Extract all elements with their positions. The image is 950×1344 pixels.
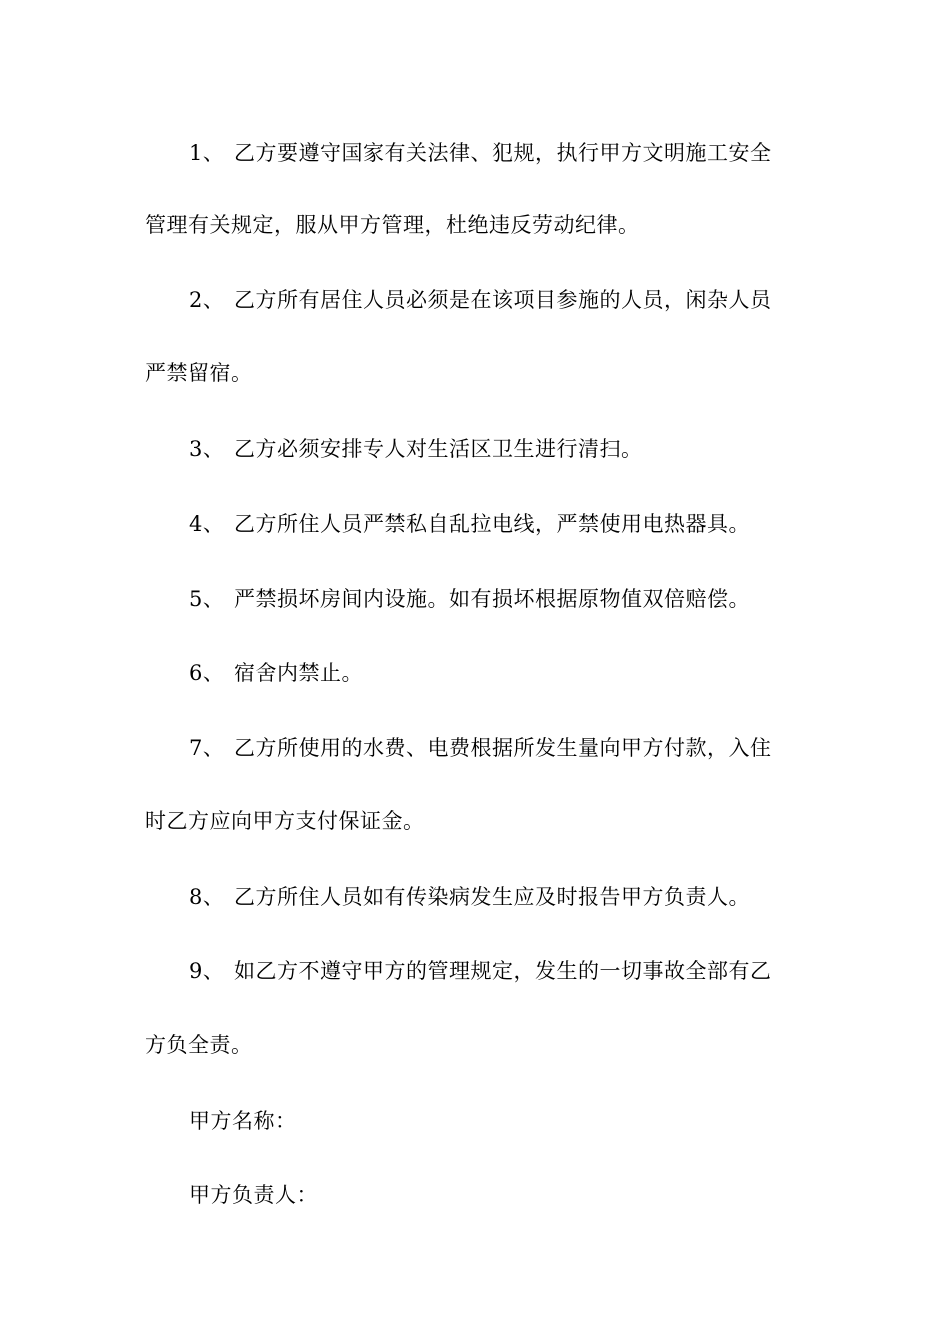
item-1-line-2: 管理有关规定，服从甲方管理，杜绝违反劳动纪律。 — [145, 213, 640, 237]
party-a-person-label: 甲方负责人： — [189, 1183, 318, 1207]
item-9-line-2: 方负全责。 — [145, 1033, 253, 1057]
item-2-line-2: 严禁留宿。 — [145, 361, 253, 385]
item-5-line-1 — [189, 584, 849, 614]
item-7-line-1 — [189, 733, 849, 763]
item-1-text: 乙方要遵守国家有关法律、犯规，执行甲方文明施工安全 — [234, 141, 772, 165]
item-2-line-1 — [189, 285, 849, 315]
item-5-text: 严禁损坏房间内设施。如有损坏根据原物值双倍赔偿。 — [234, 587, 750, 611]
item-2-text: 乙方所有居住人员必须是在该项目参施的人员，闲杂人员 — [234, 288, 772, 312]
item-8-text: 乙方所住人员如有传染病发生应及时报告甲方负责人。 — [234, 885, 750, 909]
item-7-text: 乙方所使用的水费、电费根据所发生量向甲方付款，入住 — [234, 736, 772, 760]
item-9-text: 如乙方不遵守甲方的管理规定，发生的一切事故全部有乙 — [234, 959, 772, 983]
party-a-name-label: 甲方名称： — [189, 1109, 297, 1133]
item-8-line-1 — [189, 882, 849, 912]
item-3-number: 3、 — [189, 437, 225, 461]
item-1-line-1 — [189, 138, 849, 168]
item-9-line-1 — [189, 956, 849, 986]
item-2-number: 2、 — [189, 288, 225, 312]
item-8-number: 8、 — [189, 885, 225, 909]
item-7-number: 7、 — [189, 736, 225, 760]
item-4-text: 乙方所住人员严禁私自乱拉电线，严禁使用电热器具。 — [234, 512, 750, 536]
item-6-text: 宿舍内禁止。 — [234, 661, 363, 685]
item-3-line-1 — [189, 434, 849, 464]
item-3-text: 乙方必须安排专人对生活区卫生进行清扫。 — [234, 437, 643, 461]
item-5-number: 5、 — [189, 587, 225, 611]
item-6-number: 6、 — [189, 661, 225, 685]
item-7-line-2: 时乙方应向甲方支付保证金。 — [145, 809, 425, 833]
item-4-line-1 — [189, 509, 849, 539]
item-6-line-1 — [189, 658, 849, 688]
item-1-number: 1、 — [189, 141, 225, 165]
item-9-number: 9、 — [189, 959, 225, 983]
item-4-number: 4、 — [189, 512, 225, 536]
